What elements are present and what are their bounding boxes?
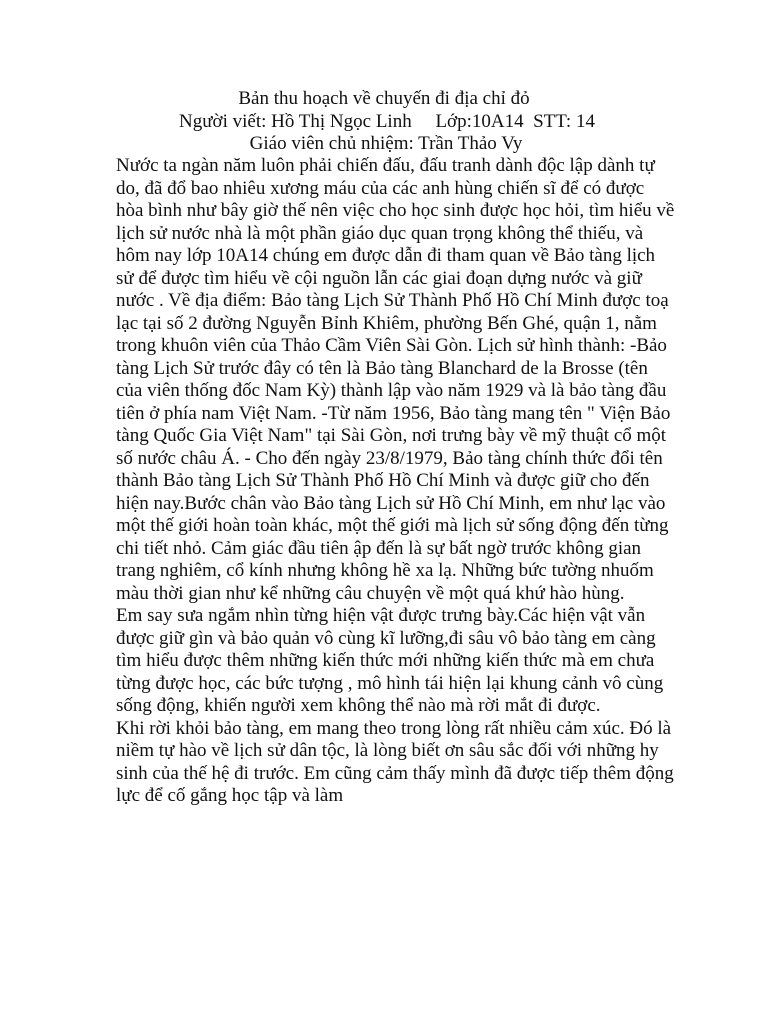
teacher-line: Giáo viên chủ nhiệm: Trần Thảo Vy — [249, 133, 523, 154]
paragraph-2: Em say sưa ngắm nhìn từng hiện vật được trưng bày.Các hiện vật vẫn được giữ gìn và bảo quản vô cùng kĩ lưỡng,đi sâu vô bảo tàng em càng tìm hiểu được thêm những kiến thức mới những kiến thức mà em chưa từng được học, các bức tượng , mô hình tái hiện lại khung cảnh vô cùng sống động, khiến người xem không thể nào mà rời mắt đi được. — [116, 605, 664, 716]
paragraph-1: Nước ta ngàn năm luôn phải chiến đấu, đấu tranh dành độc lập dành tự do, đã đổ bao nhiêu xương máu của các anh hùng chiến sĩ để có được hòa bình như bây giờ thế nên việc cho học sinh được học hỏi, tìm hiểu về lịch sử nước nhà là một phần giáo dục quan trọng không thể thiếu, và hôm nay lớp 10A14 chúng em được dẫn đi tham quan về Bảo tàng lịch sử để được tìm hiểu về cội nguồn lẫn các giai đoạn dựng nước và giữ nước . Về địa điểm: Bảo tàng Lịch Sử Thành Phố Hồ Chí Minh được toạ lạc tại số 2 đường Nguyễn Bỉnh Khiêm, phường Bến Ghé, quận 1, nằm trong khuôn viên của Thảo Cầm Viên Sài Gòn. Lịch sử hình thành: -Bảo tàng Lịch Sử trước đây có tên là Bảo tàng Blanchard de la Brosse (tên của viên thống đốc Nam Kỳ) thành lập vào năm 1929 và là bảo tàng đầu tiên ở phía nam Việt Nam. -Từ năm 1956, Bảo tàng mang tên " Viện Bảo tàng Quốc Gia Việt Nam" tại Sài Gòn, nơi trưng bày về mỹ thuật cổ một số nước châu Á. - Cho đến ngày 23/8/1979, Bảo tàng chính thức đổi tên thành Bảo tàng Lịch Sử Thành Phố Hồ Chí Minh và được giữ cho đến hiện nay.Bước chân vào Bảo tàng Lịch sử Hồ Chí Minh, em như lạc vào một thế giới hoàn toàn khác, một thế giới mà lịch sử sống động đến từng chi tiết nhỏ. Cảm giác đầu tiên ập đến là sự bất ngờ trước không gian trang nghiêm, cổ kính nhưng không hề xa lạ. Những bức tường nhuốm màu thời gian như kể những câu chuyện về một quá khứ hào hùng. — [116, 155, 675, 604]
document-title: Bản thu hoạch về chuyến đi địa chỉ đỏ — [238, 88, 530, 109]
document-body — [116, 155, 676, 808]
document-header — [0, 88, 768, 156]
author-line: Người viết: Hồ Thị Ngọc Linh Lớp:10A14 STT: 14 — [179, 110, 595, 132]
paragraph-3: Khi rời khỏi bảo tàng, em mang theo trong lòng rất nhiều cảm xúc. Đó là niềm tự hào về lịch sử dân tộc, là lòng biết ơn sâu sắc đối với những hy sinh của thế hệ đi trước. Em cũng cảm thấy mình đã được tiếp thêm động lực để cố gắng học tập và làm — [116, 717, 674, 806]
